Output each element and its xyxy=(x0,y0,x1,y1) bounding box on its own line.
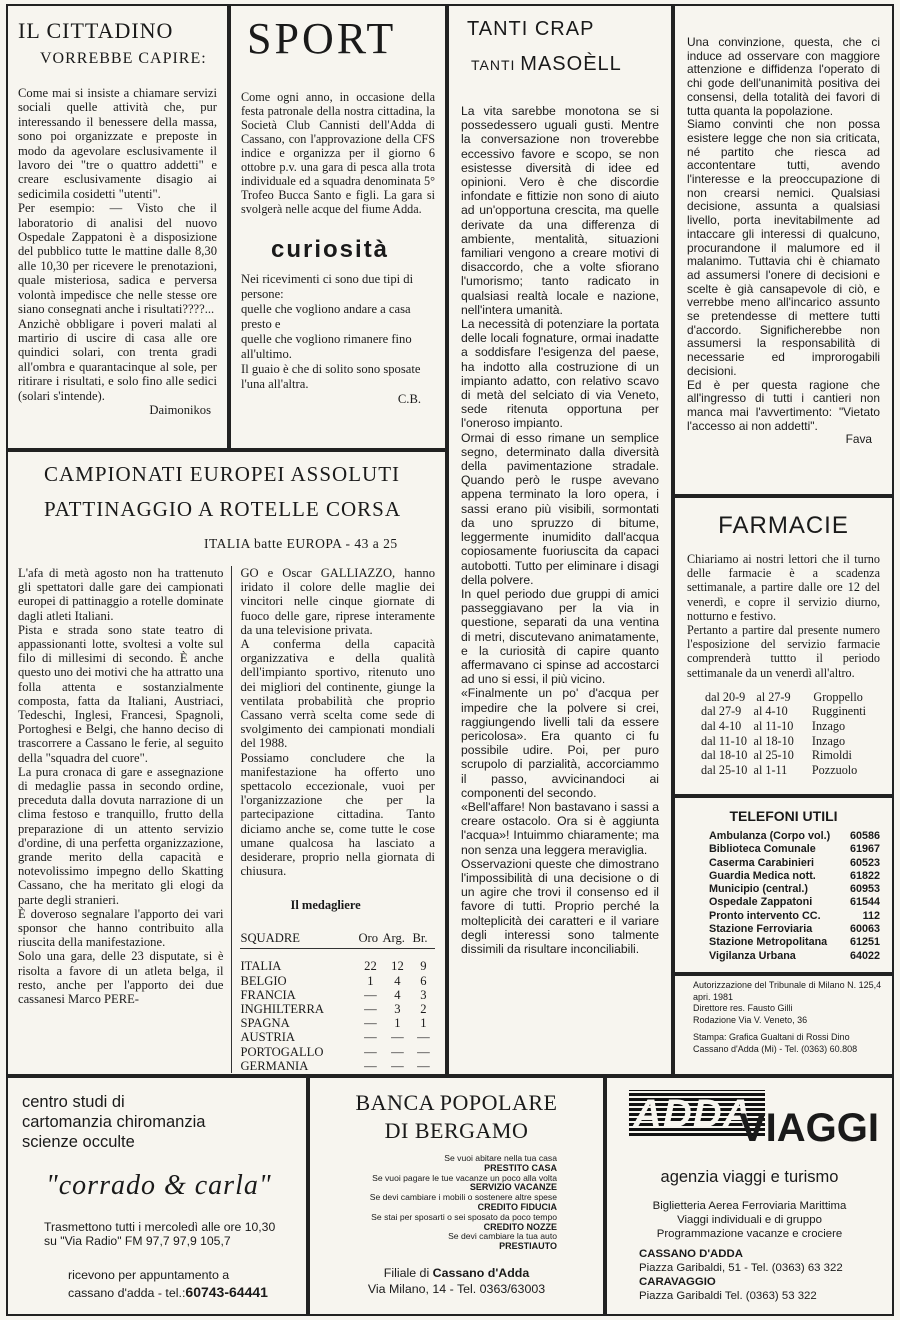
crap-paragraph: Osservazioni queste che dimostrano l'impossibilità di una decisione o di un agire che trovi il consenso ed il favore di tutti. Proprio perché la molteplicità dei caratteri e il variare degli interessi sono talmente dissimili da risultare inconciliabili. xyxy=(461,856,659,956)
medagliere-row xyxy=(240,1030,435,1044)
ad-corrado-name: "corrado & carla" xyxy=(46,1170,272,1201)
telefoni-label: Vigilanza Urbana xyxy=(709,949,796,962)
colophon-line: Autorizzazione del Tribunale di Milano N. 125,4 apri. 1981 xyxy=(693,980,882,1002)
ad-banca-item-product: PRESTIAUTO xyxy=(499,1241,557,1252)
medagliere-cell: 2 xyxy=(420,1002,427,1017)
farmacie-text: Chiariamo ai nostri lettori che il turno delle farmacie è a scadenza settimanale, a partire dalle ore 12 del venerdì, e copre il servizio diurno, notturno e festivo. xyxy=(687,552,880,623)
ad-viaggi-services xyxy=(621,1199,878,1241)
pattinaggio-paragraph: Possiamo concludere che la manifestazione ha offerto uno spettacolo eccezionale, vuoi per l'organizzazione che per la partecipazione cittadina. Tanto diciamo anche se, come tutte le cose umane qualcosa ha lasciato a desiderare, proprio nella giornata di chiusura. xyxy=(240,750,435,879)
medagliere-cell: 1 xyxy=(394,1016,401,1031)
cittadino-paragraph: Come mai si insiste a chiamare servizi sociali quelle attività che, pur interessando il benessere della massa, sono poi organizzate e preposte in modo da agevolare esclusivamente il lavoro dei "tre o quattro addetti" e creare esclusivamente disagio ai sedicimila cosidetti "utenti". xyxy=(18,86,217,201)
ad-viaggi-line: Biglietteria Aerea Ferroviaria Marittima xyxy=(652,1200,847,1212)
telefoni-row xyxy=(709,883,880,896)
ad-corrado-header xyxy=(22,1092,292,1152)
ad-banca-item-desc: Se vuoi pagare le tue vacanze un poco alla volta xyxy=(372,1172,557,1183)
farmacie-turno-cell: al 27-9 xyxy=(756,689,791,704)
telefoni-row xyxy=(709,936,880,949)
farmacie-turno-cell: al 4-10 xyxy=(753,704,788,719)
farmacie-turno-cell: dal 27-9 xyxy=(701,704,742,719)
farmacie-turno-cell: Rimoldi xyxy=(811,748,852,763)
medagliere-cell: 12 xyxy=(391,959,404,974)
medagliere-cell: 4 xyxy=(394,973,401,988)
curiosita-title: curiosità xyxy=(271,236,390,263)
medagliere-cell: — xyxy=(364,1058,377,1073)
medagliere-row xyxy=(240,974,435,988)
telefoni-box xyxy=(673,796,894,974)
colophon-line: Rodazione Via V. Veneto, 36 xyxy=(693,1014,808,1025)
sport-title: SPORT xyxy=(247,14,397,63)
medagliere-cell: 1 xyxy=(420,1016,427,1031)
medagliere-cell: FRANCIA xyxy=(240,987,296,1002)
ad-banca-items xyxy=(322,1154,591,1252)
ad-corrado-line: scienze occulte xyxy=(22,1133,135,1151)
cittadino-title: IL CITTADINO xyxy=(18,18,174,43)
cittadino-signature: Daimonikos xyxy=(149,402,211,417)
ad-banca-address: Via Milano, 14 - Tel. 0363/63003 xyxy=(367,1281,546,1296)
convinzione-body xyxy=(687,36,880,447)
ad-banca-item-product: SERVIZIO VACANZE xyxy=(469,1182,557,1193)
medagliere-header-cell: Oro xyxy=(358,931,379,946)
curiosita-line: l'una all'altra. xyxy=(241,377,309,391)
medagliere-row xyxy=(240,1059,435,1073)
colophon-line: Stampa: Grafica Gualtani di Rossi Dino Cassano d'Adda (Mi) - Tel. (0363) 60.808 xyxy=(693,1032,858,1054)
medagliere-cell: — xyxy=(417,1044,430,1059)
curiosita-line: quelle che vogliono andare a casa presto e xyxy=(241,302,411,331)
telefoni-row xyxy=(709,950,880,963)
telefoni-label: Ospedale Zappatoni xyxy=(709,896,813,909)
ad-viaggi-line: Viaggi individuali e di gruppo xyxy=(677,1214,822,1226)
telefoni-number: 60586 xyxy=(849,830,880,842)
telefoni-row xyxy=(709,870,880,883)
medagliere-cell: 3 xyxy=(394,1002,401,1017)
pattinaggio-title-2: PATTINAGGIO A ROTELLE CORSA xyxy=(44,497,401,521)
ad-banca-item-desc: Se vuoi abitare nella tua casa xyxy=(444,1153,557,1163)
colophon-line: Direttore res. Fausto Gilli xyxy=(693,1003,793,1014)
telefoni-row xyxy=(709,923,880,936)
ad-banca-item-desc: Se devi cambiare i mobili o sostenere altre spese xyxy=(369,1192,557,1203)
medagliere-cell: — xyxy=(364,1016,377,1031)
convinzione-paragraph: Una convinzione, questa, che ci induce ad osservare con maggiore attenzione e diffidenza l'operato di chi gode dell'unanimità positiva dei consensi, della totalità dei favori di tutta quanta la popolazione. xyxy=(687,35,880,118)
ad-banca-title-1: BANCA POPOLARE xyxy=(355,1090,558,1115)
medagliere-cell: 9 xyxy=(420,959,427,974)
ad-corrado-box xyxy=(6,1076,308,1316)
curiosita-line: quelle che vogliono rimanere fino all'ultimo. xyxy=(241,332,412,361)
medagliere-cell: — xyxy=(391,1030,404,1045)
ad-banca-title-2: DI BERGAMO xyxy=(384,1118,529,1143)
farmacie-turno-cell: al 11-10 xyxy=(753,719,794,734)
medagliere-cell: BELGIO xyxy=(240,973,287,988)
pattinaggio-paragraph: L'afa di metà agosto non ha trattenuto gli spettatori dalle gare dei campionati europei di pattinaggio a rotelle dominate dagli atleti Italiani. xyxy=(18,566,224,623)
medagliere-title: Il medagliere xyxy=(290,898,361,913)
ad-viaggi-city: CARAVAGGIO xyxy=(639,1276,716,1288)
medagliere-cell: — xyxy=(364,1002,377,1017)
pattinaggio-col-2 xyxy=(231,566,435,1073)
curiosita-signature: C.B. xyxy=(397,392,421,406)
crap-paragraph: La vita sarebbe monotona se si possedessero uguali gusti. Mentre la conversazione non troverebbe eccessivo favore e scopo, se non esistesse diversità di idee ed opinioni. Vero è che discordie infondate e fittizie non sono di aiuto ad un'opportuna crescita, ma quelle derivate da una differenza di ambiente, mentalità, situazioni familiari vengono a creare motivi di disaccordo, che a volte sfiorano l'umorismo; tanto radicato in qualsiasi realtà locale e nazione, nell'intera umanità. xyxy=(461,104,659,317)
farmacie-turno-cell: dal 25-10 xyxy=(701,762,748,777)
ad-corrado-phone: 60743-64441 xyxy=(185,1284,268,1300)
cittadino-paragraph: Per esempio: — Visto che il laboratorio di analisi del nuovo Ospedale Zappatoni è a disposizione del pubblico tutte le mattine dalle 8,30 alle 10,30 per ricevere le prenotazioni, quale misteriosa, sadica e perversa volontà impedisce che nelle stesse ore siano consegnati anche i risultati????... xyxy=(18,201,217,317)
ad-corrado-line: centro studi di xyxy=(22,1093,125,1111)
pattinaggio-col-2-text xyxy=(240,566,435,878)
medagliere-cell: 22 xyxy=(364,959,377,974)
telefoni-label: Stazione Metropolitana xyxy=(709,936,828,949)
ad-viaggi-city: CASSANO D'ADDA xyxy=(639,1248,743,1260)
farmacie-turno-cell: al 25-10 xyxy=(753,748,794,763)
ad-banca-item-product: CREDITO NOZZE xyxy=(483,1221,557,1232)
medagliere-row xyxy=(240,1002,435,1016)
ad-banca-item-product: CREDITO FIDUCIA xyxy=(477,1201,557,1212)
medagliere-row xyxy=(240,988,435,1002)
medagliere-table xyxy=(240,931,435,1073)
curiosita-body xyxy=(241,272,435,407)
medagliere-cell: GERMANIA xyxy=(240,1058,309,1073)
medagliere-cell: PORTOGALLO xyxy=(240,1044,324,1059)
colophon xyxy=(685,980,882,1056)
telefoni-label: Ambulanza (Corpo vol.) xyxy=(709,830,831,842)
telefoni-number: 60523 xyxy=(849,856,880,869)
telefoni-number: 61544 xyxy=(849,896,880,909)
farmacie-turno-cell: dal 18-10 xyxy=(701,748,748,763)
medagliere-cell: INGHILTERRA xyxy=(240,1002,324,1017)
ad-banca-filiale xyxy=(322,1266,591,1280)
farmacie-turno-cell: Inzago xyxy=(811,733,846,748)
medagliere-row xyxy=(240,959,435,973)
crap-title-2a: TANTI xyxy=(471,57,521,73)
ad-viaggi-tagline: agenzia viaggi e turismo xyxy=(660,1168,839,1186)
medagliere-rows xyxy=(240,959,435,1073)
colophon-box xyxy=(673,974,894,1076)
medagliere-header-cell: SQUADRE xyxy=(240,931,300,946)
telefoni-number: 61251 xyxy=(849,936,880,949)
medagliere-cell: 1 xyxy=(367,973,374,988)
medagliere-cell: — xyxy=(364,1044,377,1059)
farmacie-turno-row xyxy=(687,734,880,749)
farmacie-turno-cell: dal 20-9 xyxy=(705,689,746,704)
telefoni-label: Stazione Ferroviaria xyxy=(709,923,813,936)
medagliere-cell: 4 xyxy=(394,987,401,1002)
sport-text: Come ogni anno, in occasione della festa patronale della nostra cittadina, la Società Club Cannisti dell'Adda di Cassano, con l'approvazione della CFS indice e organizza per il giorno 6 ottobre p.v. una gara di pesca alla trota individuale ed a squadra denominata 5° Trofeo Bucca Santo e figli. La gara si svolgerà nelle acque del fiume Adda. xyxy=(241,90,435,216)
ad-banca-filiale-place: Cassano d'Adda xyxy=(432,1265,530,1280)
ad-viaggi-logo xyxy=(621,1090,878,1154)
ad-corrado-line: cartomanzia chiromanzia xyxy=(22,1113,206,1131)
ad-banca-item-product: PRESTITO CASA xyxy=(484,1162,557,1173)
telefoni-row xyxy=(709,896,880,909)
telefoni-title: TELEFONI UTILI xyxy=(729,808,838,824)
sport-box xyxy=(229,4,447,450)
farmacie-turno-cell: dal 4-10 xyxy=(701,719,742,734)
cittadino-box xyxy=(6,4,229,450)
ad-viaggi-logo-viaggi: VIAGGI xyxy=(739,1106,880,1150)
pattinaggio-paragraph: Solo una gara, delle 23 disputate, si è risolta a favore di un atleta belga, il resto, anche per l'apporto dei due cassanesi Marco PERE- xyxy=(18,949,224,1007)
pattinaggio-subtitle: ITALIA batte EUROPA - 43 a 25 xyxy=(204,536,398,551)
crap-title-2b: MASOÈLL xyxy=(520,53,622,75)
farmacie-turno-cell: dal 11-10 xyxy=(701,733,747,748)
ad-viaggi-addresses xyxy=(639,1247,878,1303)
telefoni-label: Guardia Medica nott. xyxy=(709,869,816,882)
telefoni-row xyxy=(709,910,880,923)
telefoni-rows xyxy=(687,830,880,963)
ad-banca-item-desc: Se stai per sposarti o sei sposato da poco tempo xyxy=(371,1211,557,1222)
farmacie-turno-cell: al 1-11 xyxy=(753,762,788,777)
pattinaggio-paragraph: A conferma della capacità organizzativa e della qualità dell'impianto sportivo, ritenuto uno dei migliori del continente, giunge la ventilata probabilità che proprio Cassano verrà scelta come sede di svolgimento dei campionati mondiali del 1988. xyxy=(240,637,435,751)
telefoni-number: 64022 xyxy=(849,949,880,962)
crap-body xyxy=(461,104,659,956)
ad-corrado-radio: Trasmettono tutti i mercoledì alle ore 10,30 su "Via Radio" FM 97,7 97,9 105,7 xyxy=(44,1220,276,1248)
farmacie-title: FARMACIE xyxy=(718,512,849,539)
convinzione-signature: Fava xyxy=(845,432,872,447)
crap-paragraph: La necessità di potenziare la portata delle locali fognature, ormai inadatte a soddisfare l'esigenza del paese, ha indotto alla costruzione di un impianto adatto, con relativo scavo di metà del selciato di via Veneto, sede ritenuta opportuna per l'oneroso impianto. xyxy=(461,317,659,431)
farmacie-turni xyxy=(687,690,880,778)
crap-paragraph: Ormai di esso rimane un semplice segno, determinato dalla diversità della pavimentazione stradale. Quando però le ruspe avevano appena terminato la loro opera, i sassi erano più visibili, sormontati da uno spruzzo di bitume, leggermente inumidito dall'acqua copiosamente fuoriuscita da capaci autobotti. Tutto per eliminare i disagi della polvere. xyxy=(461,430,659,587)
ad-banca-box xyxy=(308,1076,605,1316)
crap-title-2 xyxy=(471,53,659,76)
crap-box xyxy=(447,4,673,1076)
ad-viaggi-address: Piazza Garibaldi Tel. (0363) 53 322 xyxy=(639,1290,817,1302)
medagliere-cell: 6 xyxy=(420,973,427,988)
farmacie-turno-row xyxy=(687,748,880,763)
telefoni-label: Pronto intervento CC. xyxy=(709,909,821,922)
medagliere-cell: — xyxy=(364,987,377,1002)
medagliere-cell: 3 xyxy=(420,987,427,1002)
telefoni-row xyxy=(709,830,880,843)
convinzione-box xyxy=(673,4,894,496)
farmacie-body xyxy=(687,552,880,680)
ad-viaggi-address: Piazza Garibaldi, 51 - Tel. (0363) 63 322 xyxy=(639,1262,843,1274)
telefoni-row xyxy=(709,857,880,870)
cittadino-paragraph: Anzichè obbligare i poveri malati al martirio di uscire di casa alle ore quindici solari, con trenta gradi all'ombra e quarantacinque al sole, per ritirare i risultati, e solo fino alle sedici (solari s'intende). xyxy=(18,316,217,403)
farmacie-turno-row xyxy=(687,763,880,778)
medagliere-cell: — xyxy=(391,1044,404,1059)
pattinaggio-paragraph: GO e Oscar GALLIAZZO, hanno iridato il colore delle maglie dei vincitori nelle cinque giornate di fuoco delle gare, riprese interamente da una televisione privata. xyxy=(240,566,435,637)
telefoni-label: Caserma Carabinieri xyxy=(709,856,815,869)
telefoni-row xyxy=(709,843,880,856)
medagliere-cell: ITALIA xyxy=(240,959,282,974)
telefoni-number: 61822 xyxy=(849,869,880,882)
pattinaggio-paragraph: La pura cronaca di gare e assegnazione di medaglie passa in secondo ordine, preceduta dalla dovuta narrazione di un clima festoso e tranquillo, frutto della preparazione di un attento servizio d'ordine, di una perfetta organizzazione, grande merito della capacità e notevolissimo impegno dello Skatting Cassano, che ha meritato gli elogi da parte degli stranieri. xyxy=(18,764,224,907)
ad-corrado-phone-prefix: cassano d'adda - tel.: xyxy=(68,1286,186,1300)
farmacie-turno-row xyxy=(687,690,880,705)
farmacie-turno-cell: Pozzuolo xyxy=(811,762,858,777)
farmacie-turno-cell: al 18-10 xyxy=(753,733,794,748)
pattinaggio-box xyxy=(6,450,447,1076)
farmacie-turno-cell: Groppello xyxy=(813,689,863,704)
medagliere-row xyxy=(240,1016,435,1030)
ad-corrado-appointment: ricevono per appuntamento a xyxy=(68,1268,230,1282)
telefoni-label: Biblioteca Comunale xyxy=(709,843,816,856)
pattinaggio-paragraph: È doveroso segnalare l'apporto dei vari sponsor che hanno contribuito alla riuscita della manifestazione. xyxy=(18,906,224,950)
medagliere-cell: — xyxy=(417,1058,430,1073)
farmacie-turno-row xyxy=(687,704,880,719)
medagliere-header-cell: Arg. xyxy=(382,931,405,946)
crap-title-1: TANTI CRAP xyxy=(467,18,595,40)
farmacie-turno-cell: Inzago xyxy=(811,719,846,734)
medagliere-header xyxy=(240,931,435,949)
telefoni-label: Municipio (central.) xyxy=(709,883,808,896)
pattinaggio-title-1: CAMPIONATI EUROPEI ASSOLUTI xyxy=(44,462,401,486)
cittadino-body xyxy=(18,86,217,417)
medagliere-row xyxy=(240,1045,435,1059)
medagliere-cell: — xyxy=(391,1058,404,1073)
telefoni-number: 60953 xyxy=(849,883,880,896)
farmacie-text: Pertanto a partire dal presente numero l'esposizione del servizio farmacie comprenderà tuttto il periodo settimanale da un venerdì all'altro. xyxy=(687,623,880,680)
ad-viaggi-logo-adda: ADDA xyxy=(633,1092,753,1136)
farmacie-turno-row xyxy=(687,719,880,734)
curiosita-line: Il guaio è che di solito sono sposate xyxy=(241,362,421,376)
telefoni-number: 60063 xyxy=(849,923,880,936)
ad-viaggi-box xyxy=(605,1076,894,1316)
medagliere-cell: SPAGNA xyxy=(240,1016,290,1031)
pattinaggio-columns xyxy=(18,566,435,1073)
telefoni-number: 61967 xyxy=(849,843,880,856)
ad-corrado-phone-line xyxy=(68,1284,292,1302)
ad-banca-filiale-prefix: Filiale di xyxy=(383,1265,433,1280)
telefoni-number: 112 xyxy=(862,909,880,922)
convinzione-paragraph: Siamo convinti che non possa esistere legge che non sia criticata, né partito che riesca ad accontentare tutti, avendo l'interesse e la preoccupazione di non crearsi nemici. Qualsiasi decisione, assunta a qualsiasi livello, porta inevitabilmente ad intaccare gli interessi di qualcuno, procurandone il malumore ed il malanimo. Tuttavia chi è chiamato ad assumersi l'onere di decisioni e scelte è già cansapevole di ciò, e verrebbe meno all'incarico assunto se pretendesse di mettere tutti d'accordo. Significherebbe non assumersi la responsabilità di necessarie ed improrogabili decisioni. xyxy=(687,117,880,378)
curiosita-line: Nei ricevimenti ci sono due tipi di persone: xyxy=(241,272,414,301)
pattinaggio-paragraph: Pista e strada sono state teatro di appassionanti lotte, svoltesi a volte sul filo di millesimi di secondo. È anche questo uno dei motivi che ha attratto una folla attenta e sostanzialmente composta, fatta da Italiani, Austriaci, Tedeschi, Inglesi, Francesi, Spagnoli, Portoghesi e Belgi, che hanno deciso di trascorrere a Cassano le ferie, al seguito della "squadra del cuore". xyxy=(18,622,224,765)
pattinaggio-col-1 xyxy=(18,566,223,1073)
medagliere-cell: AUSTRIA xyxy=(240,1030,296,1045)
crap-paragraph: «Bell'affare! Non bastavano i sassi a creare ostacolo. Ora si è aggiunta l'acqua»! Intuimmo chiaramente; ma non senza una leggera meraviglia. xyxy=(461,799,659,857)
ad-banca-item-desc: Se devi cambiare la tua auto xyxy=(448,1231,557,1242)
medagliere-header-cell: Br. xyxy=(412,931,428,946)
farmacie-box xyxy=(673,496,894,796)
medagliere-cell: — xyxy=(364,1030,377,1045)
convinzione-paragraph: Ed è per questa ragione che all'ingresso di tutti i cantieri non manca mai l'avvertimento: "Vietato l'accesso ai non addetti". xyxy=(687,377,880,433)
crap-paragraph: «Finalmente un po' d'acqua per impedire che la polvere si crei, raggiungendo livelli tali da essere pericolosa». Era quanto ci fu possibile udire. Poi, per puro scrupolo di parzialità, accorciammo il passo, avvicinandoci ai componenti del secondo. xyxy=(461,686,659,800)
ad-viaggi-line: Programmazione vacanze e crociere xyxy=(656,1228,843,1240)
medagliere-cell: — xyxy=(417,1030,430,1045)
farmacie-turno-cell: Rugginenti xyxy=(811,704,867,719)
crap-paragraph: In quel periodo due gruppi di amici passeggiavano per la via in questione, separati da una ventina di metri, discutevano animatamente, e la curiosità di capire quanto affermavano ci spinse ad accostarci ad uno si essi, il più vicino. xyxy=(461,586,659,687)
cittadino-subtitle: VORREBBE CAPIRE: xyxy=(40,50,207,67)
